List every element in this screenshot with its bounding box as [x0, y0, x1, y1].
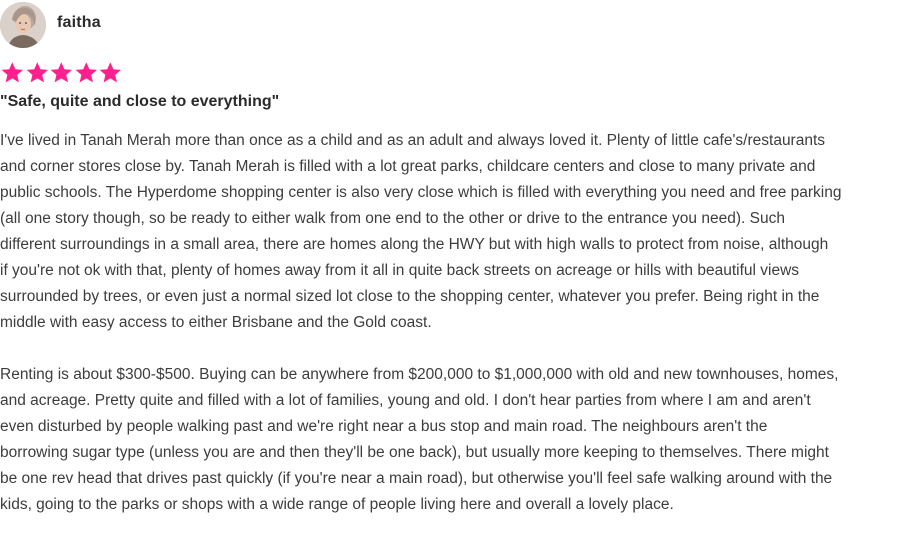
- text-line: different surroundings in a small area, there are homes along the HWY but with high walls to protect from noise, although: [0, 236, 829, 253]
- review-body: [0, 128, 904, 518]
- text-line: and corner stores close by. Tanah Merah is filled with a lot great parks, childcare centers and close to many private and: [0, 158, 816, 175]
- star-icon: [0, 61, 25, 85]
- text-line: I've lived in Tanah Merah more than once as a child and as an adult and always loved it. Plenty of little cafe's/restaurants: [0, 132, 826, 149]
- text-line: be one rev head that drives past quickly (if you're near a main road), but otherwise you'll feel safe walking around with the: [0, 470, 833, 487]
- review-header: [0, 2, 101, 48]
- review-paragraph-1: [0, 128, 904, 336]
- avatar[interactable]: [0, 2, 46, 48]
- text-line: Renting is about $300-$500. Buying can be anywhere from $200,000 to $1,000,000 with old and new townhouses, homes,: [0, 366, 839, 383]
- text-line: if you're not ok with that, plenty of homes away from it all in quite back streets on acreage or hills with beautiful views: [0, 262, 800, 279]
- star-rating: [0, 61, 123, 85]
- author-name[interactable]: faitha: [57, 14, 101, 31]
- text-line: borrowing sugar type (unless you are and then they'll be one back), but usually more keeping to themselves. There might: [0, 444, 829, 461]
- text-line: public schools. The Hyperdome shopping center is also very close which is filled with everything you need and free parking: [0, 184, 842, 201]
- paragraph-spacer: [0, 336, 904, 362]
- text-line: surrounded by trees, or even just a normal sized lot close to the shopping center, whatever you prefer. Being right in the: [0, 288, 820, 305]
- text-line: even disturbed by people walking past and we're right near a bus stop and main road. The neighbours aren't the: [0, 418, 768, 435]
- avatar-image: [0, 2, 46, 48]
- review-paragraph-2: [0, 362, 904, 518]
- star-icon: [49, 61, 74, 85]
- star-icon: [25, 61, 50, 85]
- star-icon: [74, 61, 99, 85]
- star-icon: [98, 61, 123, 85]
- text-line: kids, going to the parks or shops with a wide range of people living here and overall a lovely place.: [0, 496, 674, 513]
- text-line: middle with easy access to either Brisbane and the Gold coast.: [0, 314, 432, 331]
- text-line: (all one story though, so be ready to either walk from one end to the other or drive to the entrance you need). Such: [0, 210, 785, 227]
- review-title: "Safe, quite and close to everything": [0, 93, 280, 110]
- text-line: and acreage. Pretty quite and filled with a lot of families, young and old. I don't hear parties from where I am and aren't: [0, 392, 811, 409]
